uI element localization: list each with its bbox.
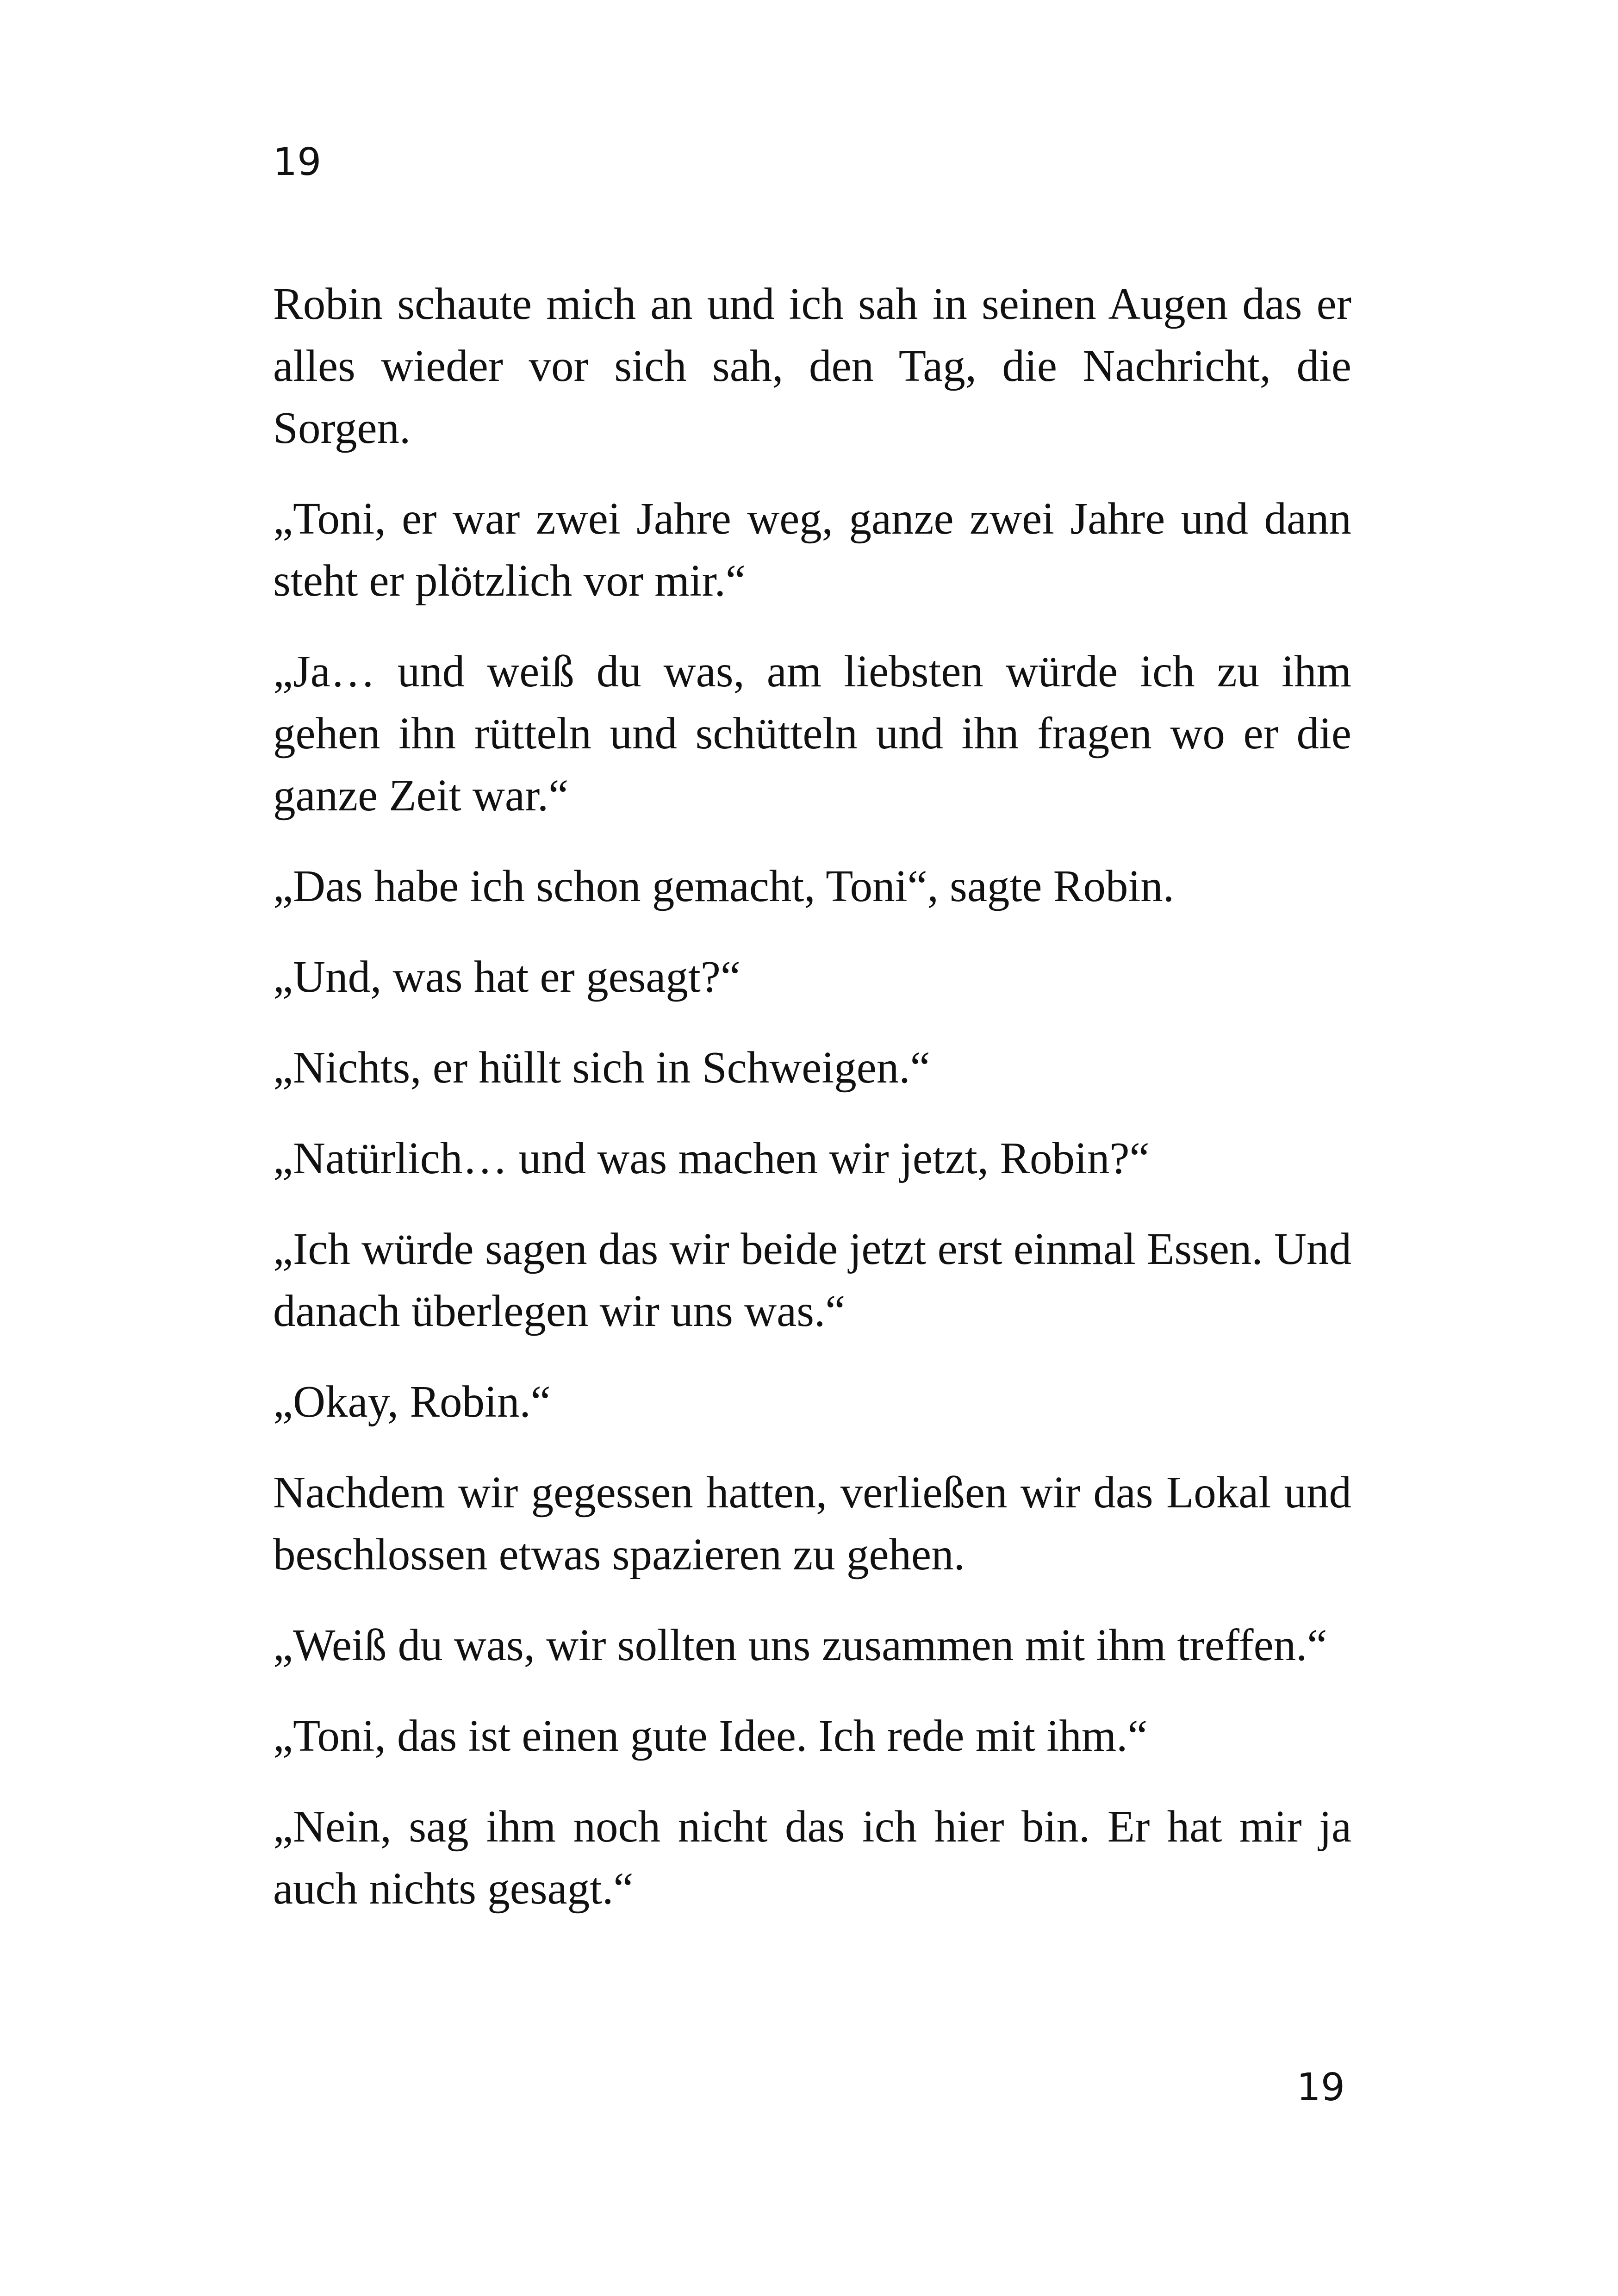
paragraph: „Ich würde sagen das wir beide jetzt erst einmal Essen. Und danach überlegen wir uns was.“ xyxy=(273,1224,1351,1336)
paragraph: „Das habe ich schon gemacht, Toni“, sagte Robin. xyxy=(273,861,1175,911)
page-number-top: 19 xyxy=(273,140,322,184)
paragraph: „Weiß du was, wir sollten uns zusammen mit ihm treffen.“ xyxy=(273,1620,1327,1670)
paragraph: „Natürlich… und was machen wir jetzt, Robin?“ xyxy=(273,1133,1150,1183)
paragraph: „Okay, Robin.“ xyxy=(273,1377,551,1426)
paragraph: „Ja… und weiß du was, am liebsten würde ich zu ihm gehen ihn rütteln und schütteln und ihn fragen wo er die ganze Zeit war.“ xyxy=(273,647,1351,820)
paragraph: „Nichts, er hüllt sich in Schweigen.“ xyxy=(273,1043,930,1092)
paragraph: „Toni, das ist einen gute Idee. Ich rede mit ihm.“ xyxy=(273,1711,1148,1761)
paragraph: Nachdem wir gegessen hatten, verließen wir das Lokal und beschlossen etwas spazieren zu gehen. xyxy=(273,1468,1351,1579)
paragraph: „Und, was hat er gesagt?“ xyxy=(273,952,741,1002)
paragraph: Robin schaute mich an und ich sah in seinen Augen das er alles wieder vor sich sah, den Tag, die Nachricht, die Sorgen. xyxy=(273,279,1351,453)
paragraph: „Toni, er war zwei Jahre weg, ganze zwei Jahre und dann steht er plötzlich vor mir.“ xyxy=(273,494,1351,605)
page-body-text xyxy=(273,273,1351,1948)
page-number-bottom: 19 xyxy=(1296,2066,1345,2109)
paragraph: „Nein, sag ihm noch nicht das ich hier bin. Er hat mir ja auch nichts gesagt.“ xyxy=(273,1802,1351,1913)
